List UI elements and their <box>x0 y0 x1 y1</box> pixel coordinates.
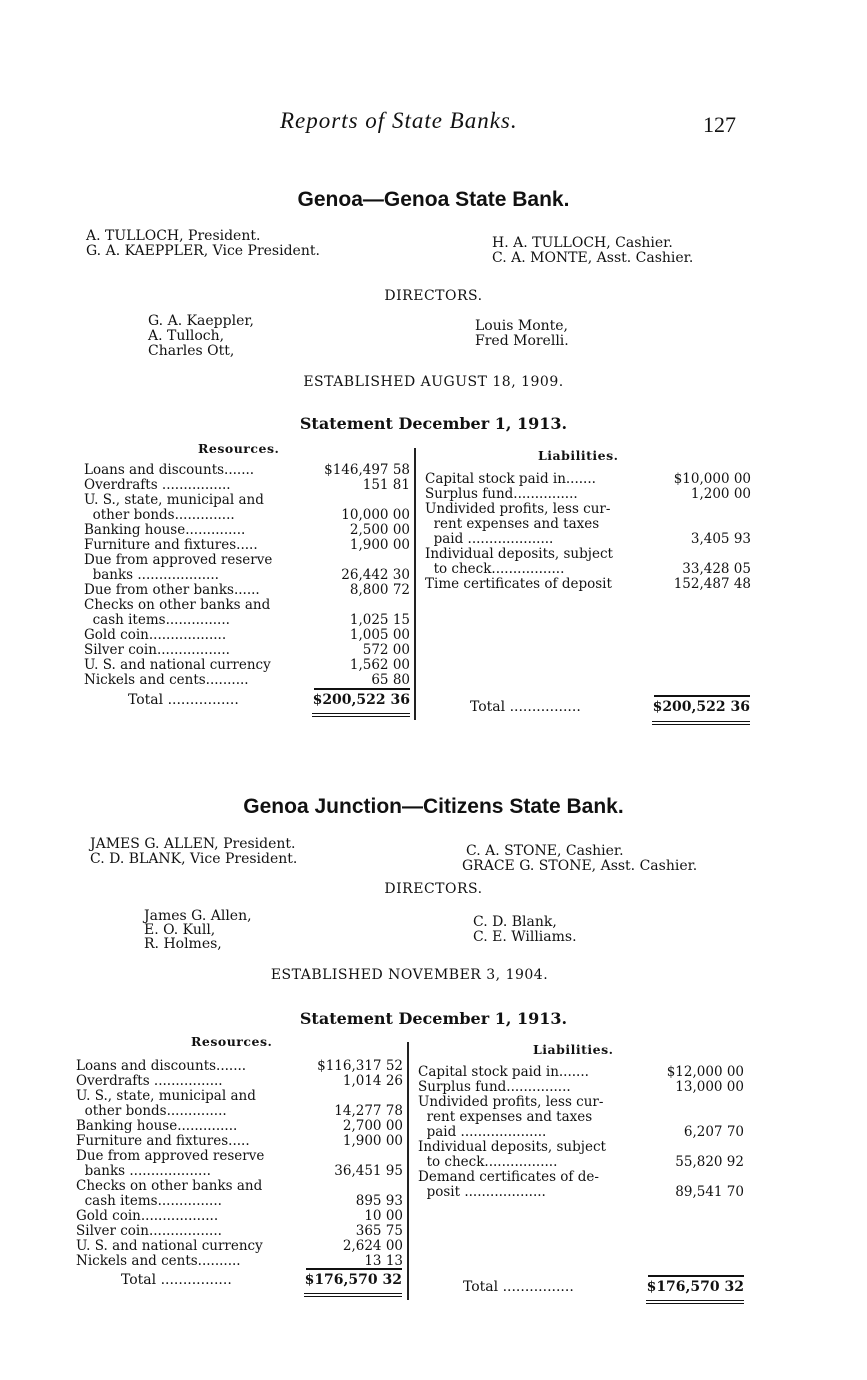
resources-total <box>128 691 410 709</box>
total-rule <box>648 1275 744 1277</box>
established-date: ESTABLISHED AUGUST 18, 1909. <box>303 374 564 390</box>
row-label: Banking house.............. <box>76 1118 238 1134</box>
resources-table <box>84 463 410 688</box>
table-row <box>84 478 410 493</box>
row-amount: 65 80 <box>371 672 410 688</box>
row-label: Loans and discounts....... <box>76 1058 247 1074</box>
row-label: Furniture and fixtures..... <box>76 1133 250 1149</box>
table-row <box>84 643 410 658</box>
row-label: Time certificates of deposit <box>425 576 612 592</box>
row-amount: 365 75 <box>355 1223 403 1239</box>
row-label: Overdrafts ................ <box>76 1073 223 1089</box>
table-row <box>418 1155 744 1170</box>
row-label: Silver coin................. <box>76 1223 222 1239</box>
row-amount: $146,497 58 <box>324 462 410 478</box>
row-label: Undivided profits, less cur- <box>425 501 611 517</box>
row-label: Due from other banks...... <box>84 582 260 598</box>
bank-title: Genoa—Genoa State Bank. <box>297 188 570 211</box>
row-amount: 152,487 48 <box>673 576 751 592</box>
row-label: Loans and discounts....... <box>84 462 255 478</box>
row-label: Surplus fund............... <box>418 1079 571 1095</box>
table-row <box>418 1065 744 1080</box>
row-amount: 8,800 72 <box>349 582 410 598</box>
row-amount: $12,000 00 <box>666 1064 744 1080</box>
table-row <box>76 1239 403 1254</box>
row-label: to check................. <box>425 561 565 577</box>
table-row <box>76 1104 403 1119</box>
table-row <box>425 532 751 547</box>
table-row <box>76 1194 403 1209</box>
row-label: posit ................... <box>418 1184 546 1200</box>
table-row <box>84 538 410 553</box>
table-row <box>76 1179 403 1194</box>
row-label: Demand certificates of de- <box>418 1169 599 1185</box>
row-amount: $116,317 52 <box>317 1058 403 1074</box>
row-label: Capital stock paid in....... <box>425 471 596 487</box>
row-label: paid .................... <box>425 531 554 547</box>
row-amount: 1,014 26 <box>342 1073 403 1089</box>
total-double-rule <box>652 721 750 725</box>
row-amount: 2,700 00 <box>342 1118 403 1134</box>
column-divider <box>414 448 416 720</box>
table-row <box>84 628 410 643</box>
row-amount: 1,562 00 <box>349 657 410 673</box>
officer-vice-president: G. A. KAEPPLER, Vice President. <box>86 243 320 259</box>
row-amount: 2,624 00 <box>342 1238 403 1254</box>
row-amount: 10 00 <box>364 1208 403 1224</box>
row-label: Nickels and cents.......... <box>84 672 249 688</box>
row-amount: 33,428 05 <box>682 561 751 577</box>
row-amount: 36,451 95 <box>334 1163 403 1179</box>
total-rule <box>306 1268 402 1270</box>
total-amount: $176,570 32 <box>646 1279 744 1295</box>
row-label: cash items............... <box>76 1193 222 1209</box>
running-title: Reports of State Banks. <box>280 108 518 133</box>
table-row <box>425 502 751 517</box>
table-row <box>76 1149 403 1164</box>
table-row <box>418 1110 744 1125</box>
liabilities-total <box>470 698 750 716</box>
row-amount: $10,000 00 <box>673 471 751 487</box>
table-row <box>425 562 751 577</box>
row-amount: 151 81 <box>362 477 410 493</box>
director-name: R. Holmes, <box>144 936 222 952</box>
table-row <box>418 1185 744 1200</box>
row-label: other bonds.............. <box>76 1103 227 1119</box>
row-label: rent expenses and taxes <box>418 1109 593 1125</box>
row-label: Furniture and fixtures..... <box>84 537 258 553</box>
row-amount: 1,005 00 <box>349 627 410 643</box>
director-name: C. D. Blank, <box>473 914 557 930</box>
table-row <box>76 1224 403 1239</box>
director-name: Louis Monte, <box>475 318 568 334</box>
row-label: U. S. and national currency <box>84 657 271 673</box>
row-amount: 10,000 00 <box>341 507 410 523</box>
running-header <box>0 108 867 138</box>
row-amount: 3,405 93 <box>690 531 751 547</box>
resources-heading: Resources. <box>191 1034 273 1049</box>
row-label: Due from approved reserve <box>76 1148 265 1164</box>
resources-total <box>121 1271 402 1289</box>
row-amount: 13,000 00 <box>675 1079 744 1095</box>
officer-cashier: C. A. STONE, Cashier. <box>466 843 624 859</box>
total-label: Total ................ <box>128 692 239 708</box>
director-name: A. Tulloch, <box>148 328 225 344</box>
table-row <box>76 1134 403 1149</box>
liabilities-heading: Liabilities. <box>533 1042 614 1057</box>
row-amount: 89,541 70 <box>675 1184 744 1200</box>
row-amount: 1,025 15 <box>349 612 410 628</box>
table-row <box>76 1209 403 1224</box>
director-name: E. O. Kull, <box>144 922 216 938</box>
row-amount: 13 13 <box>364 1253 403 1269</box>
total-double-rule <box>304 1293 402 1297</box>
total-amount: $200,522 36 <box>652 699 750 715</box>
resources-table <box>76 1059 403 1269</box>
liabilities-total <box>463 1278 744 1296</box>
table-row <box>84 598 410 613</box>
row-label: U. S., state, municipal and <box>76 1088 256 1104</box>
directors-heading: DIRECTORS. <box>384 288 483 304</box>
row-label: Capital stock paid in....... <box>418 1064 589 1080</box>
row-label: Individual deposits, subject <box>425 546 613 562</box>
row-label: Banking house.............. <box>84 522 246 538</box>
row-label: other bonds.............. <box>84 507 235 523</box>
total-amount: $200,522 36 <box>312 692 410 708</box>
table-row <box>425 472 751 487</box>
resources-heading: Resources. <box>198 441 280 456</box>
officer-asst-cashier: GRACE G. STONE, Asst. Cashier. <box>462 858 698 874</box>
row-label: Gold coin.................. <box>84 627 227 643</box>
officer-vice-president: C. D. BLANK, Vice President. <box>90 851 298 867</box>
officer-cashier: H. A. TULLOCH, Cashier. <box>492 235 673 251</box>
total-label: Total ................ <box>470 699 581 715</box>
page-number: 127 <box>703 112 736 137</box>
table-row <box>84 553 410 568</box>
total-rule <box>654 695 750 697</box>
table-row <box>76 1074 403 1089</box>
table-row <box>84 568 410 583</box>
table-row <box>84 508 410 523</box>
row-amount: 14,277 78 <box>334 1103 403 1119</box>
table-row <box>76 1164 403 1179</box>
director-name: James G. Allen, <box>144 908 252 924</box>
row-amount: 895 93 <box>355 1193 403 1209</box>
director-name: G. A. Kaeppler, <box>148 313 254 329</box>
bank-title: Genoa Junction—Citizens State Bank. <box>243 795 624 818</box>
table-row <box>76 1119 403 1134</box>
officer-president: A. TULLOCH, President. <box>86 228 261 244</box>
row-amount: 55,820 92 <box>675 1154 744 1170</box>
row-label: paid .................... <box>418 1124 547 1140</box>
table-row <box>418 1170 744 1185</box>
row-label: cash items............... <box>84 612 230 628</box>
directors-heading: DIRECTORS. <box>384 881 483 897</box>
total-label: Total ................ <box>463 1279 574 1295</box>
table-row <box>84 613 410 628</box>
table-row <box>84 463 410 478</box>
row-label: Checks on other banks and <box>84 597 271 613</box>
row-amount: 2,500 00 <box>349 522 410 538</box>
table-row <box>84 493 410 508</box>
officer-president: JAMES G. ALLEN, President. <box>90 836 296 852</box>
table-row <box>84 673 410 688</box>
total-amount: $176,570 32 <box>304 1272 402 1288</box>
table-row <box>76 1089 403 1104</box>
column-divider <box>407 1042 409 1300</box>
table-row <box>84 523 410 538</box>
row-label: Due from approved reserve <box>84 552 273 568</box>
row-label: Gold coin.................. <box>76 1208 219 1224</box>
row-label: Individual deposits, subject <box>418 1139 606 1155</box>
liabilities-heading: Liabilities. <box>538 448 619 463</box>
table-row <box>76 1254 403 1269</box>
row-label: U. S. and national currency <box>76 1238 263 1254</box>
liabilities-table <box>425 472 751 592</box>
total-rule <box>314 688 410 690</box>
row-amount: 572 00 <box>362 642 410 658</box>
established-date: ESTABLISHED NOVEMBER 3, 1904. <box>270 967 549 983</box>
table-row <box>418 1140 744 1155</box>
officer-asst-cashier: C. A. MONTE, Asst. Cashier. <box>492 250 694 266</box>
table-row <box>418 1080 744 1095</box>
row-label: rent expenses and taxes <box>425 516 600 532</box>
row-amount: 1,900 00 <box>342 1133 403 1149</box>
table-row <box>76 1059 403 1074</box>
table-row <box>84 583 410 598</box>
row-label: banks ................... <box>76 1163 211 1179</box>
table-row <box>425 547 751 562</box>
table-row <box>425 487 751 502</box>
director-name: C. E. Williams. <box>473 929 577 945</box>
total-label: Total ................ <box>121 1272 232 1288</box>
liabilities-table <box>418 1065 744 1200</box>
table-row <box>425 517 751 532</box>
table-row <box>84 658 410 673</box>
statement-heading: Statement December 1, 1913. <box>299 414 568 433</box>
table-row <box>418 1095 744 1110</box>
row-label: to check................. <box>418 1154 558 1170</box>
row-label: banks ................... <box>84 567 219 583</box>
total-double-rule <box>312 713 410 717</box>
row-amount: 1,200 00 <box>690 486 751 502</box>
row-label: Nickels and cents.......... <box>76 1253 241 1269</box>
row-label: Undivided profits, less cur- <box>418 1094 604 1110</box>
row-label: U. S., state, municipal and <box>84 492 264 508</box>
row-label: Overdrafts ................ <box>84 477 231 493</box>
row-label: Silver coin................. <box>84 642 230 658</box>
table-row <box>418 1125 744 1140</box>
table-row <box>425 577 751 592</box>
row-amount: 6,207 70 <box>683 1124 744 1140</box>
row-amount: 26,442 30 <box>341 567 410 583</box>
director-name: Charles Ott, <box>148 343 235 359</box>
row-label: Checks on other banks and <box>76 1178 263 1194</box>
total-double-rule <box>646 1300 744 1304</box>
director-name: Fred Morelli. <box>475 333 569 349</box>
row-label: Surplus fund............... <box>425 486 578 502</box>
row-amount: 1,900 00 <box>349 537 410 553</box>
statement-heading: Statement December 1, 1913. <box>299 1009 568 1028</box>
